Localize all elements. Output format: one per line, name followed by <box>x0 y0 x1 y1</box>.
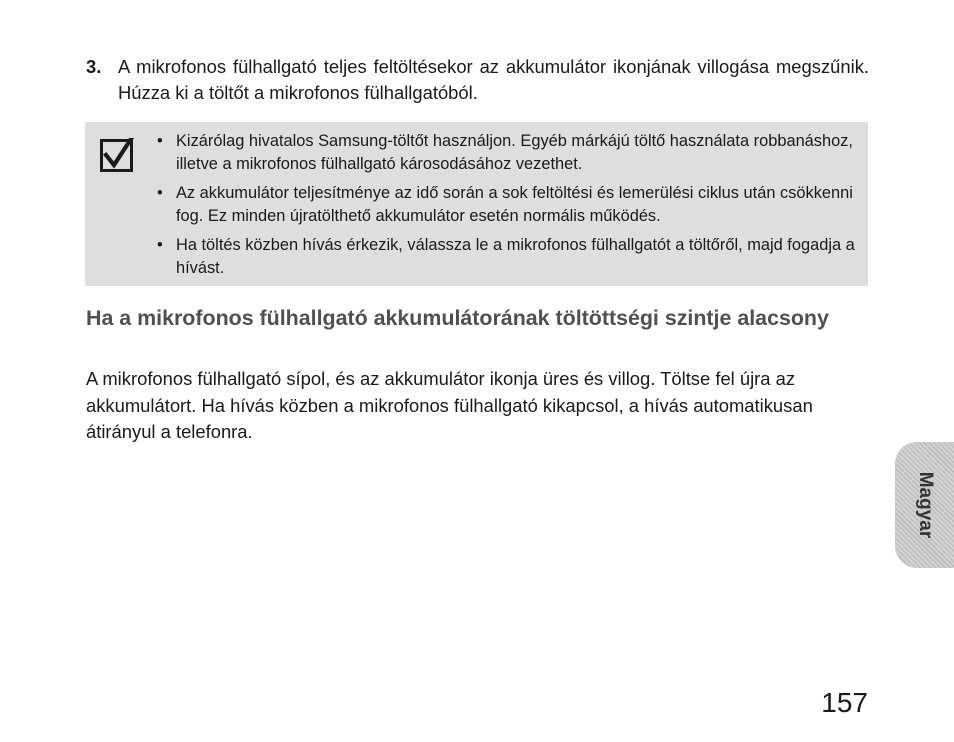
note-item <box>155 234 860 279</box>
note-item-text: Kizárólag hivatalos Samsung-töltőt használjon. Egyéb márkájú töltő használata robbanáshoz, illetve a mikrofonos fülhallgató károsodásához vezethet. <box>176 132 853 173</box>
bullet: • <box>157 236 163 254</box>
section-body: A mikrofonos fülhallgató sípol, és az akkumulátor ikonja üres és villog. Töltse fel újra az akkumulátort. Ha hívás közben a mikrofonos fülhallgató kikapcsol, a hívás automatikusan átirányul a telefonra. <box>86 368 813 442</box>
note-list <box>155 130 860 286</box>
step-3 <box>86 54 869 106</box>
language-tab-label: Magyar <box>914 471 936 539</box>
section-heading: Ha a mikrofonos fülhallgató akkumulátorának töltöttségi szintje alacsony <box>86 306 829 330</box>
language-tab <box>895 442 954 568</box>
note-item-text: Ha töltés közben hívás érkezik, válassza le a mikrofonos fülhallgatót a töltőről, majd fogadja a hívást. <box>176 236 855 277</box>
bullet: • <box>157 184 163 202</box>
note-item <box>155 130 860 175</box>
step-text: A mikrofonos fülhallgató teljes feltöltésekor az akkumulátor ikonjának villogása megszűnik. Húzza ki a töltőt a mikrofonos fülhallgatóból. <box>118 56 869 103</box>
bullet: • <box>157 132 163 150</box>
checkmark-icon <box>100 138 134 172</box>
step-number: 3. <box>86 56 102 77</box>
note-item-text: Az akkumulátor teljesítménye az idő során a sok feltöltési és lemerülési ciklus után csökkenni fog. Ez minden újratölthető akkumulátor esetén normális működés. <box>176 184 853 225</box>
note-item <box>155 182 860 227</box>
note-box <box>85 122 868 286</box>
page-number: 157 <box>821 687 868 718</box>
